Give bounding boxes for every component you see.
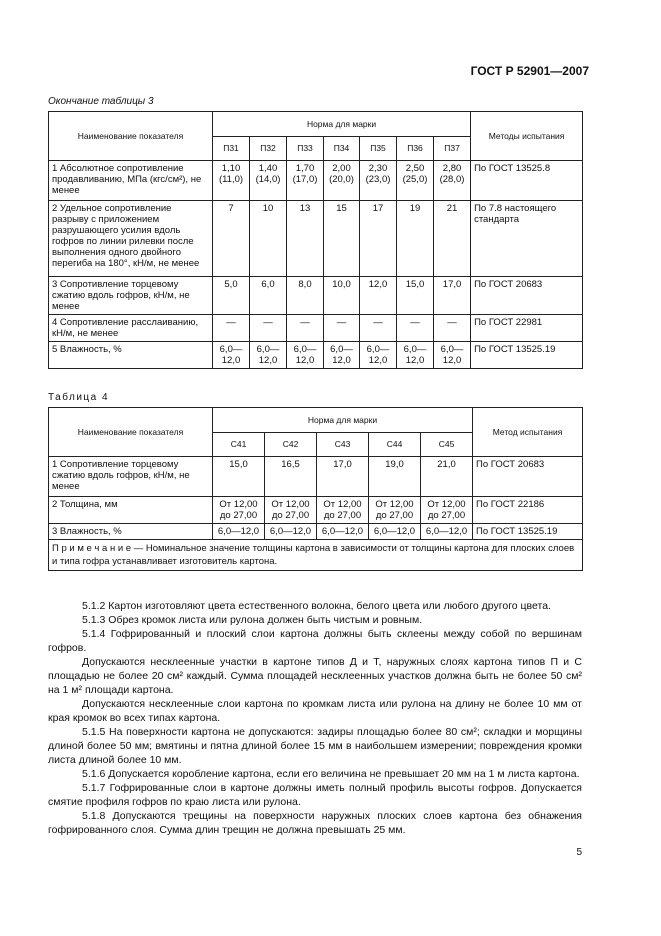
table-row: [49, 497, 583, 524]
table-note: П р и м е ч а н и е — Номинальное значение толщины картона в зависимости от толщины картона для плоских слоев и типа гофра устанавливает изготовитель картона.: [49, 540, 583, 571]
grade-header: С45: [421, 433, 473, 457]
cell-value: 1,40 (14,0): [250, 161, 287, 201]
cell-value: 15,0: [397, 277, 434, 315]
table4-caption: Таблица 4: [48, 392, 110, 403]
row-method: По ГОСТ 13525.19: [471, 342, 583, 369]
cell-value: 10: [250, 201, 287, 277]
table-row: [49, 524, 583, 540]
cell-value: —: [250, 315, 287, 342]
document-code: ГОСТ Р 52901—2007: [470, 64, 589, 78]
grade-header: С41: [213, 433, 265, 457]
cell-value: 19: [397, 201, 434, 277]
table-4: [48, 407, 583, 571]
cell-value: 2,30 (23,0): [360, 161, 397, 201]
cell-value: 21,0: [421, 457, 473, 497]
paragraph: 5.1.6 Допускается коробление картона, если его величина не превышает 20 мм на 1 м листа картона.: [82, 768, 580, 780]
row-name: 2 Толщина, мм: [49, 497, 213, 524]
body-text: [48, 599, 582, 837]
table-row: [49, 315, 583, 342]
cell-value: 6,0—12,0: [213, 524, 265, 540]
cell-value: 2,50 (25,0): [397, 161, 434, 201]
grade-header: П34: [324, 137, 360, 161]
cell-value: 6,0—12,0: [265, 524, 317, 540]
cell-value: 5,0: [213, 277, 250, 315]
row-name: 1 Абсолютное сопротивление продавливанию, МПа (кгс/см²), не менее: [49, 161, 213, 201]
grade-header: П37: [434, 137, 471, 161]
table-row: [49, 457, 583, 497]
cell-value: 7: [213, 201, 250, 277]
cell-value: —: [397, 315, 434, 342]
col-header-norm: Норма для марки: [213, 408, 473, 433]
cell-value: 6,0: [250, 277, 287, 315]
grade-header: С42: [265, 433, 317, 457]
table-row: [49, 201, 583, 277]
cell-value: 2,00 (20,0): [324, 161, 360, 201]
table-row: [49, 277, 583, 315]
cell-value: От 12,00 до 27,00: [265, 497, 317, 524]
row-name: 1 Сопротивление торцевому сжатию вдоль гофров, кН/м, не менее: [49, 457, 213, 497]
cell-value: 6,0— 12,0: [397, 342, 434, 369]
col-header-name: Наименование показателя: [49, 408, 213, 457]
cell-value: 17,0: [317, 457, 369, 497]
col-header-norm: Норма для марки: [213, 112, 471, 137]
table-row: [49, 161, 583, 201]
cell-value: 6,0— 12,0: [324, 342, 360, 369]
cell-value: 17: [360, 201, 397, 277]
cell-value: 13: [287, 201, 324, 277]
paragraph: 5.1.3 Обрез кромок листа или рулона должен быть чистым и ровным.: [82, 614, 423, 626]
row-name: 4 Сопротивление расслаиванию, кН/м, не менее: [49, 315, 213, 342]
cell-value: 15: [324, 201, 360, 277]
paragraph: 5.1.4 Гофрированный и плоский слои картона должны быть склеены между собой по вершинам гофров.: [48, 628, 582, 654]
cell-value: От 12,00 до 27,00: [317, 497, 369, 524]
row-method: По ГОСТ 22981: [471, 315, 583, 342]
table-3: [48, 111, 583, 369]
cell-value: —: [213, 315, 250, 342]
cell-value: 12,0: [360, 277, 397, 315]
row-method: По ГОСТ 20683: [471, 277, 583, 315]
cell-value: 15,0: [213, 457, 265, 497]
cell-value: —: [287, 315, 324, 342]
grade-header: П33: [287, 137, 324, 161]
cell-value: 10,0: [324, 277, 360, 315]
paragraph: 5.1.8 Допускаются трещины на поверхности наружных плоских слоев картона без обнажения гофрированного слоя. Сумма длин трещин не должна превышать 25 мм.: [48, 810, 582, 836]
col-header-name: Наименование показателя: [49, 112, 213, 161]
row-name: 5 Влажность, %: [49, 342, 213, 369]
row-method: По ГОСТ 22186: [473, 497, 583, 524]
col-header-method: Метод испытания: [473, 408, 583, 457]
row-method: По ГОСТ 20683: [473, 457, 583, 497]
cell-value: 1,10 (11,0): [213, 161, 250, 201]
grade-header: С43: [317, 433, 369, 457]
paragraph: 5.1.7 Гофрированные слои в картоне должны иметь полный профиль высоты гофров. Допускается смятие профиля гофров по краю листа или рулона.: [48, 782, 582, 808]
grade-header: П31: [213, 137, 250, 161]
grade-header: П32: [250, 137, 287, 161]
cell-value: —: [434, 315, 471, 342]
paragraph: Допускаются несклеенные слои картона по кромкам листа или рулона на длину не более 10 мм от края кромок во всех типах картона.: [48, 698, 582, 724]
cell-value: 6,0—12,0: [317, 524, 369, 540]
cell-value: 6,0—12,0: [421, 524, 473, 540]
cell-value: 1,70 (17,0): [287, 161, 324, 201]
row-name: 2 Удельное сопротивление разрыву с приложением разрушающего усилия вдоль гофров по линии рилевки после выполнения одного двойного перегиба на 180°, кН/м, не менее: [49, 201, 213, 277]
cell-value: 21: [434, 201, 471, 277]
cell-value: 6,0— 12,0: [287, 342, 324, 369]
cell-value: От 12,00 до 27,00: [213, 497, 265, 524]
cell-value: 6,0— 12,0: [250, 342, 287, 369]
paragraph: 5.1.2 Картон изготовляют цвета естественного волокна, белого цвета или любого другого цвета.: [82, 600, 551, 612]
row-method: По ГОСТ 13525.8: [471, 161, 583, 201]
paragraph: 5.1.5 На поверхности картона не допускаются: задиры площадью более 80 см²; складки и морщины длиной более 50 мм; вмятины и пятна длиной более 15 мм в наибольшем измерении; повреждения кромки листа длиной более 10 мм.: [48, 726, 582, 766]
cell-value: —: [360, 315, 397, 342]
row-method: По ГОСТ 13525.19: [473, 524, 583, 540]
cell-value: 6,0— 12,0: [434, 342, 471, 369]
page-number: 5: [576, 847, 582, 858]
cell-value: 6,0— 12,0: [213, 342, 250, 369]
col-header-method: Методы испытания: [471, 112, 583, 161]
cell-value: От 12,00 до 27,00: [369, 497, 421, 524]
cell-value: 2,80 (28,0): [434, 161, 471, 201]
row-name: 3 Сопротивление торцевому сжатию вдоль гофров, кН/м, не менее: [49, 277, 213, 315]
cell-value: 8,0: [287, 277, 324, 315]
row-method: По 7.8 настоящего стандарта: [471, 201, 583, 277]
cell-value: —: [324, 315, 360, 342]
cell-value: 6,0—12,0: [369, 524, 421, 540]
table3-caption: Окончание таблицы 3: [48, 96, 154, 107]
grade-header: П35: [360, 137, 397, 161]
cell-value: 19,0: [369, 457, 421, 497]
cell-value: 16,5: [265, 457, 317, 497]
table-row: [49, 342, 583, 369]
cell-value: 17,0: [434, 277, 471, 315]
cell-value: 6,0— 12,0: [360, 342, 397, 369]
paragraph: Допускаются несклеенные участки в картоне типов Д и Т, наружных слоях картона типов П и С площадью не более 20 см² каждый. Сумма площадей несклеенных участков должна быть не более 50 см² на 1 м² площади картона.: [48, 656, 582, 696]
grade-header: С44: [369, 433, 421, 457]
table-note-row: [49, 540, 583, 571]
cell-value: От 12,00 до 27,00: [421, 497, 473, 524]
grade-header: П36: [397, 137, 434, 161]
row-name: 3 Влажность, %: [49, 524, 213, 540]
